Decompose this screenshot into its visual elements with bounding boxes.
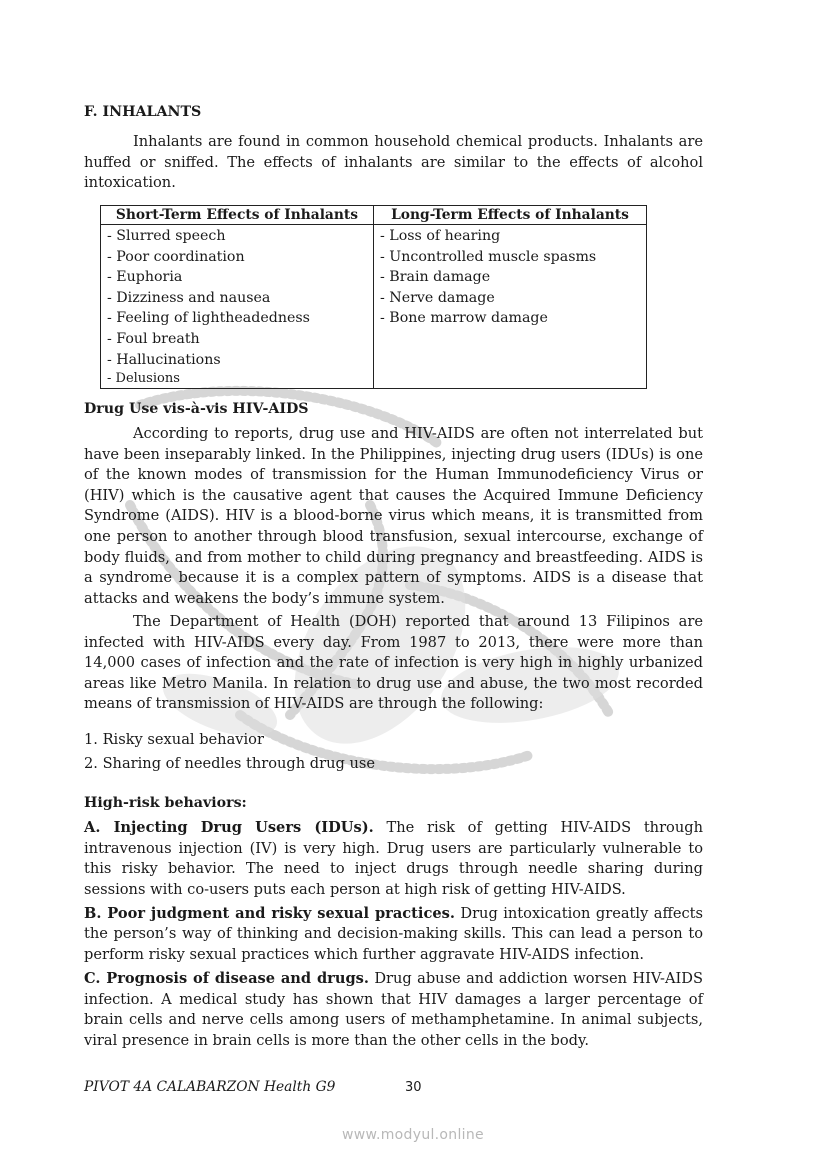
high-risk-item-text: Drug intoxication greatly affects the person’s way of thinking and decision-making skills. This can lead a person to perform risky sexual practices which further aggravate HIV-AIDS infection. [84,904,703,964]
high-risk-item-text: The risk of getting HIV-AIDS through intravenous injection (IV) is very high. Drug users are particularly vulnerable to this risky behavior. The need to inject drugs through needle sharing during sessions with co-users puts each person at high risk of getting HIV-AIDS. [84,819,703,898]
list-item: 2. Sharing of needles through drug use [84,754,375,772]
short-term-header: Short-Term Effects of Inhalants [101,206,374,225]
page-number: 30 [405,1080,422,1095]
hiv-paragraph-1: According to reports, drug use and HIV-AIDS are often not interrelated but have been inseparably linked. In the Philippines, injecting drug users (IDUs) is one of the known modes of transmission for the Human Immunodeficiency Virus or (HIV) which is the causative agent that causes the Acquired Immune Deficiency Syndrome (AIDS). HIV is a blood-borne virus which means, it is transmitted from one person to another through blood transfusion, sexual intercourse, exchange of body fluids, and from mother to child during pregnancy and breastfeeding. AIDS is a syndrome because it is a complex pattern of symptoms. AIDS is a disease that attacks and weakens the body’s immune system. [84,425,703,607]
list-item: - Poor coordination [107,248,245,265]
high-risk-item [84,818,703,900]
list-item: - Foul breath [107,330,200,347]
list-item: - Euphoria [107,269,183,286]
hiv-paragraph-2: The Department of Health (DOH) reported that around 13 Filipinos are infected with HIV-AIDS every day. From 1987 to 2013, there were more than 14,000 cases of infection and the rate of infection is very high in highly urbanized areas like Metro Manila. In relation to drug use and abuse, the two most recorded means of transmission of HIV-AIDS are through the following: [84,613,703,713]
high-risk-item-text: Drug abuse and addiction worsen HIV-AIDS infection. A medical study has shown that HIV damages a larger percentage of brain cells and nerve cells among users of methamphetamine. In animal subjects, viral presence in brain cells is more than the other cells in the body. [84,970,703,1049]
short-term-cell [101,225,374,389]
table-header-row [101,206,647,225]
list-item: 1. Risky sexual behavior [84,731,264,748]
high-risk-item [84,969,703,1051]
table-row [101,225,647,389]
list-item: - Dizziness and nausea [107,289,271,306]
footer-title: PIVOT 4A CALABARZON Health G9 [84,1079,336,1095]
high-risk-item-label: B. Poor judgment and risky sexual practices. [84,904,455,922]
hiv-heading: Drug Use vis-à-vis HIV-AIDS [84,401,309,417]
high-risk-item [84,904,703,966]
list-item: - Uncontrolled muscle spasms [380,248,597,265]
section-title: F. INHALANTS [84,104,202,120]
high-risk-item-label: C. Prognosis of disease and drugs. [84,970,369,988]
high-risk-item-label: A. Injecting Drug Users (IDUs). [84,819,374,836]
list-item: - Delusions [107,371,180,387]
site-watermark-link[interactable]: www.modyul.online [342,1127,484,1143]
list-item: - Brain damage [380,269,491,286]
inhalant-effects-table [100,205,647,389]
list-item: - Feeling of lightheadedness [107,310,310,327]
high-risk-list [84,818,703,1055]
intro-paragraph: Inhalants are found in common household chemical products. Inhalants are huffed or sniffed. The effects of inhalants are similar to the effects of alcohol intoxication. [84,133,703,192]
list-item: - Loss of hearing [380,228,501,244]
list-item: - Bone marrow damage [380,310,548,327]
list-item: - Slurred speech [107,228,226,244]
list-item: - Hallucinations [107,351,221,368]
long-term-cell [374,225,647,389]
long-term-header: Long-Term Effects of Inhalants [374,206,647,225]
list-item: - Nerve damage [380,289,495,306]
transmission-modes-list [84,728,703,775]
high-risk-heading: High-risk behaviors: [84,795,247,811]
